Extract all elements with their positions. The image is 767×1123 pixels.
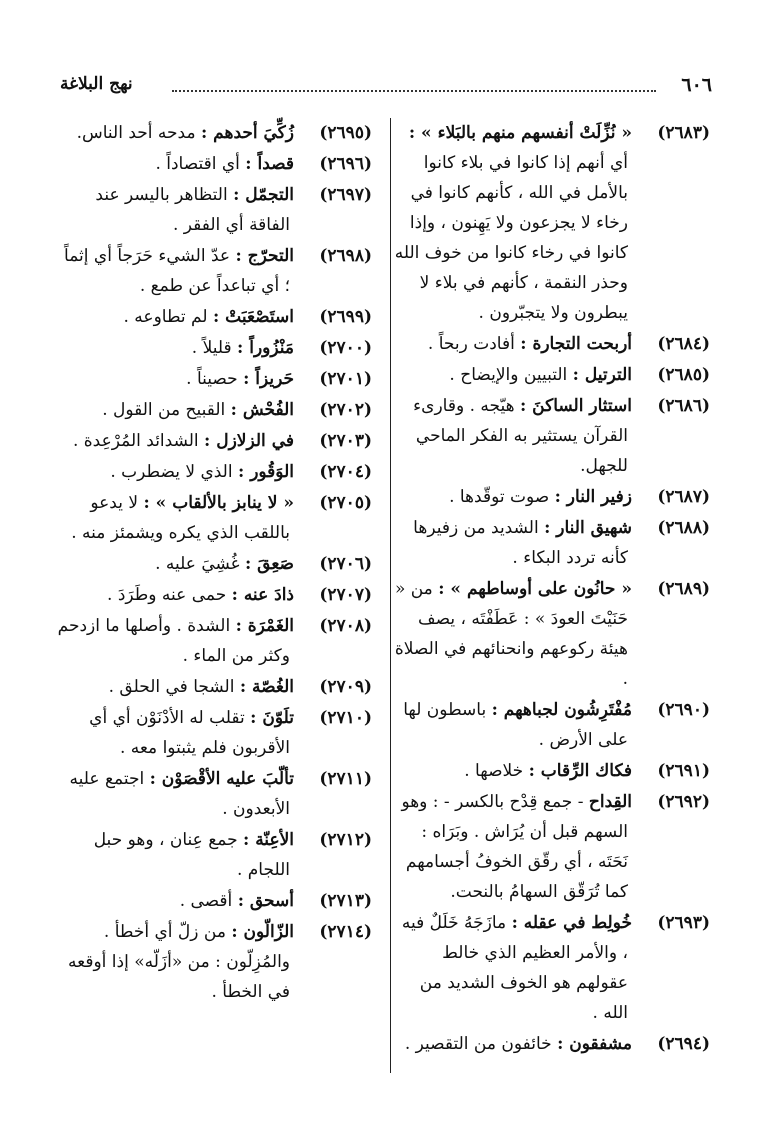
page-header <box>60 72 712 100</box>
entry-term: الزّالّون : <box>231 922 294 942</box>
glossary-entry <box>394 787 710 907</box>
entry-number: (٢٧٠٨) <box>319 616 372 636</box>
right-column <box>394 118 710 1060</box>
entry-definition: من زلّ أي أخطأ . والمُزِلّون : من «أزَلّه» إذا أوقعه في الخطأ . <box>68 922 290 1002</box>
entry-definition: جمع عِنان ، وهو حبل اللجام . <box>93 830 290 880</box>
entry-term: تلَوّنَ : <box>250 708 294 728</box>
entry-definition: الشدة . وأصلها ما ازدحم وكثر من الماء . <box>57 616 290 666</box>
entry-number: (٢٦٩٧) <box>319 185 372 205</box>
entry-number: (٢٧٠١) <box>319 369 372 389</box>
entry-term: قصداً : <box>245 154 294 174</box>
entry-term: خُولِط في عقله : <box>511 913 632 933</box>
glossary-entry <box>394 391 710 481</box>
glossary-entry <box>54 488 372 548</box>
glossary-entry <box>394 756 710 786</box>
entry-term: التحرّج : <box>235 246 294 266</box>
glossary-entry <box>394 513 710 573</box>
entry-definition: أي أنهم إذا كانوا في بلاء كانوا بالأمل في الله ، كأنهم كانوا في رخاء لا يجزعون ولا يَهِنون ، وإذا كانوا في رخاء كانوا من خوف الله وحذر النقمة ، كأنهم في بلاء لا يبطرون ولا يتجبّرون . <box>394 153 628 323</box>
entry-number: (٢٧٠٦) <box>319 554 372 574</box>
entry-term: أربحت التجارة : <box>520 334 632 354</box>
entry-number: (٢٦٩١) <box>657 761 710 781</box>
entry-term: زُكِّيَ أحدهم : <box>200 123 294 143</box>
entry-definition: غُشِيَ عليه . <box>155 554 240 574</box>
entry-number: (٢٦٩٢) <box>657 792 710 812</box>
glossary-entry <box>54 917 372 1007</box>
entry-definition: - جمع قِدْح بالكسر - : وهو السهم قبل أن يُرَاش . وبَرَاه : نَحَتَه ، أي رقّق الخوفُ أجسامهم كما تُرَقّق السهامُ بالنحت. <box>401 792 628 902</box>
entry-term: الوَقُور : <box>238 462 294 482</box>
entry-term: زفير النار : <box>554 487 632 507</box>
header-dotted-leader <box>172 90 656 92</box>
entry-number: (٢٧١٤) <box>319 922 372 942</box>
entry-definition: القبيح من القول . <box>102 400 226 420</box>
entry-definition: خلاصها . <box>464 761 524 781</box>
entry-definition: هيّجه . وقارىء القرآن يستثير به الفكر الماحي للجهل. <box>413 396 628 476</box>
entry-number: (٢٦٨٤) <box>657 334 710 354</box>
entry-definition: الذي لا يضطرب . <box>110 462 233 482</box>
glossary-entry <box>54 426 372 456</box>
entry-definition: صوت توقّدها . <box>449 487 550 507</box>
entry-number: (٢٧٠٣) <box>319 431 372 451</box>
entry-term: مَنْزُوراً : <box>237 338 294 358</box>
glossary-entry <box>54 886 372 916</box>
entry-number: (٢٦٨٥) <box>657 365 710 385</box>
entry-definition: أفادت ربحاً . <box>427 334 515 354</box>
entry-term: فكاك الرِّقاب : <box>528 761 632 781</box>
entry-number: (٢٦٩٤) <box>657 1034 710 1054</box>
column-divider <box>390 118 391 1073</box>
entry-definition: من « حَنَيْتَ العودَ » : عَطَفْتَه ، يصف هيئة ركوعهم وانحنائهم في الصلاة . <box>394 579 628 689</box>
entry-number: (٢٦٩٩) <box>319 307 372 327</box>
entry-number: (٢٧٠٢) <box>319 400 372 420</box>
entry-term: أسحق : <box>237 891 294 911</box>
glossary-entry <box>394 574 710 694</box>
entry-definition: قليلاً . <box>191 338 232 358</box>
glossary-entry <box>54 825 372 885</box>
entry-number: (٢٦٩٦) <box>319 154 372 174</box>
entry-definition: عدّ الشيء حَرَجاً أي إثماً ؛ أي تباعداً عن طمع . <box>64 246 290 296</box>
glossary-entry <box>54 364 372 394</box>
entry-term: في الزلازل : <box>204 431 294 451</box>
entry-definition: باسطون لها على الأرض . <box>403 700 628 750</box>
glossary-entry <box>394 695 710 755</box>
glossary-entry <box>54 611 372 671</box>
glossary-entry <box>54 241 372 301</box>
glossary-entry <box>394 1029 710 1059</box>
entry-definition: الشجا في الحلق . <box>108 677 235 697</box>
entry-term: استَصْعَبَتْ : <box>212 307 294 327</box>
entry-term: الغُصّة : <box>239 677 294 697</box>
glossary-entry <box>54 333 372 363</box>
glossary-entry <box>394 360 710 390</box>
left-column <box>54 118 372 1008</box>
entry-term: الفُحْش : <box>230 400 294 420</box>
entry-term: استثار الساكنَ : <box>519 396 632 416</box>
entry-number: (٢٦٨٩) <box>657 579 710 599</box>
entry-number: (٢٧١٢) <box>319 830 372 850</box>
entry-definition: مازَجَهُ خَلَلٌ فيه ، والأمر العظيم الذي خالط عقولهم هو الخوف الشديد من الله . <box>401 913 628 1023</box>
entry-definition: أي اقتصاداً . <box>155 154 240 174</box>
entry-definition: لم تطاوعه . <box>123 307 208 327</box>
entry-number: (٢٧٠٤) <box>319 462 372 482</box>
entry-number: (٢٦٩٨) <box>319 246 372 266</box>
entry-number: (٢٦٩٣) <box>657 913 710 933</box>
entry-term: شهيق النار : <box>544 518 632 538</box>
entry-definition: الشديد من زفيرها كأنه تردد البكاء . <box>413 518 628 568</box>
entry-term: الأعِنّة : <box>243 830 294 850</box>
entry-term: الغَمْرَة : <box>235 616 294 636</box>
entry-term: « لا ينابز بالألقاب » : <box>143 493 294 513</box>
entry-definition: مدحه أحد الناس. <box>76 123 196 143</box>
entry-number: (٢٦٨٨) <box>657 518 710 538</box>
entry-number: (٢٦٩٥) <box>319 123 372 143</box>
glossary-entry <box>394 482 710 512</box>
entry-number: (٢٧٠٧) <box>319 585 372 605</box>
entry-definition: التظاهر باليسر عند الفاقة أي الفقر . <box>95 185 290 235</box>
entry-definition: حمى عنه وطَرَدَ . <box>107 585 227 605</box>
entry-number: (٢٧٠٩) <box>319 677 372 697</box>
glossary-entry <box>54 302 372 332</box>
glossary-entry <box>394 118 710 328</box>
running-title: نهج البلاغة <box>60 74 133 94</box>
entry-term: الترتيل : <box>572 365 632 385</box>
glossary-entry <box>54 180 372 240</box>
glossary-entry <box>54 764 372 824</box>
entry-number: (٢٧١١) <box>319 769 372 789</box>
entry-definition: لا يدعو باللقب الذي يكره ويشمئز منه . <box>71 493 290 543</box>
entry-number: (٢٧١٣) <box>319 891 372 911</box>
glossary-entry <box>394 908 710 1028</box>
entry-term: « نُزِّلَتْ أنفسهم منهم بالبَلاء » : <box>408 123 632 143</box>
entry-term: مشفقون : <box>557 1034 632 1054</box>
entry-number: (٢٦٨٣) <box>657 123 710 143</box>
entry-number: (٢٧٠٥) <box>319 493 372 513</box>
entry-term: صَعِقَ : <box>244 554 294 574</box>
entry-term: « حانُون على أوساطهم » : <box>438 579 632 599</box>
entry-term: القِداح <box>588 792 632 812</box>
glossary-entry <box>54 580 372 610</box>
glossary-entry <box>394 329 710 359</box>
glossary-entry <box>54 672 372 702</box>
entry-term: ذادَ عنه : <box>231 585 294 605</box>
glossary-entry <box>54 549 372 579</box>
glossary-entry <box>54 118 372 148</box>
entry-number: (٢٦٩٠) <box>657 700 710 720</box>
glossary-entry <box>54 703 372 763</box>
entry-number: (٢٦٨٧) <box>657 487 710 507</box>
entry-number: (٢٦٨٦) <box>657 396 710 416</box>
entry-term: تألّبَ عليه الأقْصَوْن : <box>149 769 294 789</box>
entry-number: (٢٧١٠) <box>319 708 372 728</box>
glossary-entry <box>54 457 372 487</box>
entry-definition: الشدائد المُرْعِدة . <box>72 431 199 451</box>
entry-definition: اجتمع عليه الأبعدون . <box>69 769 290 819</box>
entry-definition: تقلب له الأدْنَوْن أي أي الأقربون فلم يثبتوا معه . <box>89 708 290 758</box>
entry-number: (٢٧٠٠) <box>319 338 372 358</box>
entry-term: مُفْتَرِشُون لجباههم : <box>491 700 632 720</box>
page-number: ٦٠٦ <box>681 74 712 96</box>
entry-term: التجمّل : <box>233 185 294 205</box>
entry-definition: أقصى . <box>179 891 233 911</box>
glossary-entry <box>54 149 372 179</box>
glossary-entry <box>54 395 372 425</box>
entry-definition: خائفون من التقصير . <box>404 1034 552 1054</box>
entry-definition: التبيين والإيضاح . <box>449 365 568 385</box>
entry-definition: حصيناً . <box>186 369 238 389</box>
entry-term: حَريزاً : <box>243 369 294 389</box>
